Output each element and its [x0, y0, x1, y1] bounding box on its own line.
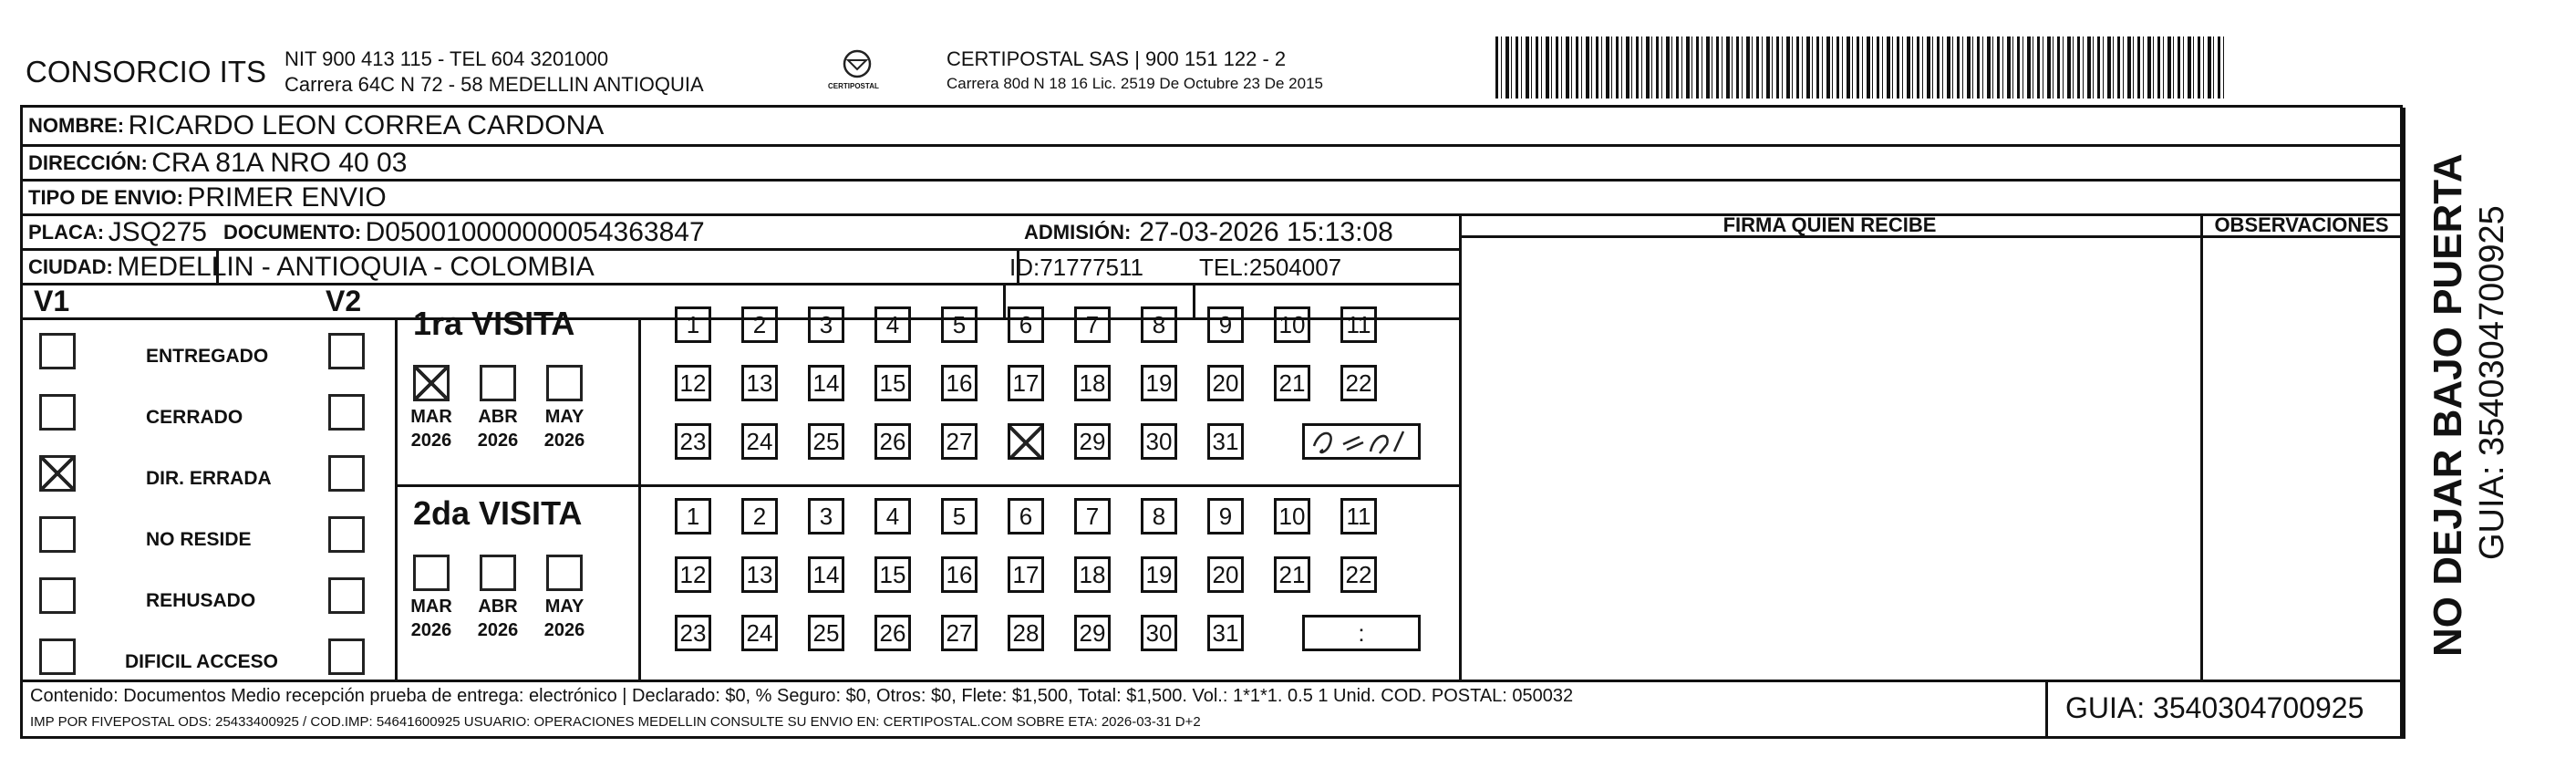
calendar-day[interactable]: 3	[808, 498, 844, 534]
calendar-day[interactable]: 12	[675, 365, 711, 401]
calendar-day[interactable]: 26	[874, 615, 911, 651]
calendar-day[interactable]: 31	[1207, 423, 1244, 460]
placa-row	[28, 215, 207, 250]
v2-checkbox[interactable]	[328, 394, 365, 431]
month-checkbox[interactable]	[546, 365, 583, 401]
second-visit-title: 2da VISITA	[413, 494, 583, 532]
month-label: MAY 2026	[543, 407, 585, 451]
month-label: MAY 2026	[543, 597, 585, 640]
calendar-day[interactable]: 31	[1207, 615, 1244, 651]
month-label: MAR 2026	[410, 407, 452, 451]
calendar-day[interactable]: 18	[1074, 556, 1111, 593]
delivery-form	[20, 105, 2403, 739]
calendar-day[interactable]: 19	[1141, 365, 1177, 401]
calendar-day[interactable]: 8	[1141, 498, 1177, 534]
calendar-day[interactable]: 25	[808, 423, 844, 460]
barcode	[1495, 36, 2225, 99]
month-checkbox[interactable]	[413, 555, 450, 591]
tel-value: TEL:2504007	[1199, 253, 1342, 281]
company-name: CONSORCIO ITS	[26, 55, 267, 88]
calendar-day[interactable]: 16	[941, 365, 978, 401]
obs-header	[2200, 213, 2403, 237]
calendar-day[interactable]: 1	[675, 306, 711, 343]
calendar-day[interactable]: 24	[741, 615, 778, 651]
calendar-day[interactable]: 20	[1207, 365, 1244, 401]
calendar-day[interactable]: 14	[808, 556, 844, 593]
calendar-day[interactable]: 8	[1141, 306, 1177, 343]
month-label: ABR 2026	[477, 407, 519, 451]
side-warning: NO DEJAR BAJO PUERTA	[2426, 153, 2470, 657]
calendar-day[interactable]: 23	[675, 615, 711, 651]
nombre-row	[28, 108, 604, 144]
documento-row	[223, 215, 705, 250]
firma-label: FIRMA QUIEN RECIBE	[1723, 213, 1937, 236]
v1-checkbox[interactable]	[39, 455, 76, 492]
nombre-value: RICARDO LEON CORREA CARDONA	[128, 110, 605, 140]
handwritten-time-icon	[1307, 426, 1416, 457]
documento-value: D050010000000054363847	[365, 217, 705, 247]
direccion-label: DIRECCIÓN:	[28, 151, 148, 174]
calendar-day[interactable]: 6	[1008, 306, 1044, 343]
documento-label: DOCUMENTO:	[223, 221, 362, 244]
v2-checkbox[interactable]	[328, 455, 365, 492]
certipostal-logo	[821, 44, 894, 99]
calendar-day[interactable]	[1008, 423, 1044, 460]
calendar-day[interactable]: 1	[675, 498, 711, 534]
footer-guia: GUIA: 3540304700925	[2065, 691, 2364, 724]
status-option-label: NO RESIDE	[146, 529, 252, 550]
first-visit-title: 1ra VISITA	[413, 305, 575, 342]
calendar-day[interactable]: 6	[1008, 498, 1044, 534]
nombre-label: NOMBRE:	[28, 114, 125, 137]
certipostal-logo-icon	[821, 44, 894, 99]
status-option-label: ENTREGADO	[146, 346, 269, 367]
id-value: ID:71777511	[1009, 253, 1143, 281]
calendar-day[interactable]: 27	[941, 423, 978, 460]
calendar-day[interactable]: 5	[941, 306, 978, 343]
ciudad-label: CIUDAD:	[28, 255, 113, 278]
footer-content-line: Contenido: Documentos Medio recepción prueba de entrega: electrónico | Declarado: $0, % Seguro: $0, Otros: $0, Flete: $1,500, Total: $1,500. Vol.: 1*1*1. 0.5 1 Unid. COD. POSTAL: 050032	[30, 686, 1574, 706]
calendar-day[interactable]: 21	[1274, 365, 1310, 401]
side-guia: GUIA: 3540304700925	[2473, 205, 2511, 560]
calendar-day[interactable]: 23	[675, 423, 711, 460]
calendar-day[interactable]: 17	[1008, 365, 1044, 401]
tipo-row	[28, 181, 387, 215]
ciudad-row	[28, 250, 595, 285]
status-option-label: CERRADO	[146, 407, 243, 428]
tipo-value: PRIMER ENVIO	[187, 182, 387, 213]
v2-label: V2	[326, 285, 362, 317]
month-label: ABR 2026	[477, 597, 519, 640]
calendar-day[interactable]: 22	[1340, 556, 1377, 593]
calendar-day[interactable]: 30	[1141, 423, 1177, 460]
v1-checkbox[interactable]	[39, 638, 76, 675]
v2-checkbox[interactable]	[328, 577, 365, 614]
calendar-day[interactable]: 26	[874, 423, 911, 460]
tel-row	[1199, 250, 1341, 285]
tipo-label: TIPO DE ENVIO:	[28, 186, 183, 209]
v1-checkbox[interactable]	[39, 577, 76, 614]
month-label: MAR 2026	[410, 597, 452, 640]
status-option-label: REHUSADO	[146, 590, 256, 611]
footer-print-line: IMP POR FIVEPOSTAL ODS: 25433400925 / COD.IMP: 54641600925 USUARIO: OPERACIONES MEDELLIN CONSULTE SU ENVIO EN: CERTIPOSTAL.COM SOBRE ETA: 2026-03-31 D+2	[30, 714, 1201, 730]
admision-label: ADMISIÓN:	[1024, 221, 1132, 244]
month-checkbox[interactable]	[480, 555, 516, 591]
calendar-day[interactable]: 19	[1141, 556, 1177, 593]
calendar-day[interactable]: 3	[808, 306, 844, 343]
calendar-day[interactable]: 9	[1207, 498, 1244, 534]
direccion-value: CRA 81A NRO 40 03	[151, 148, 408, 178]
v2-checkbox[interactable]	[328, 333, 365, 369]
calendar-day[interactable]: 17	[1008, 556, 1044, 593]
calendar-day[interactable]: 21	[1274, 556, 1310, 593]
calendar-day[interactable]: 2	[741, 498, 778, 534]
calendar-day[interactable]: 22	[1340, 365, 1377, 401]
calendar-day[interactable]: 7	[1074, 306, 1111, 343]
calendar-day[interactable]: 7	[1074, 498, 1111, 534]
calendar-day[interactable]: 29	[1074, 615, 1111, 651]
id-row	[1009, 250, 1143, 285]
v2-checkbox[interactable]	[328, 516, 365, 553]
calendar-day[interactable]: 11	[1340, 306, 1377, 343]
calendar-day[interactable]: 30	[1141, 615, 1177, 651]
time-box[interactable]: :	[1302, 615, 1421, 651]
month-checkbox[interactable]	[413, 365, 450, 401]
month-checkbox[interactable]	[546, 555, 583, 591]
calendar-day[interactable]: 11	[1340, 498, 1377, 534]
v1-label: V1	[34, 285, 70, 317]
calendar-day[interactable]: 24	[741, 423, 778, 460]
calendar-day[interactable]: 15	[874, 556, 911, 593]
calendar-day[interactable]: 4	[874, 306, 911, 343]
calendar-day[interactable]: 20	[1207, 556, 1244, 593]
direccion-row	[28, 146, 407, 181]
calendar-day[interactable]: 4	[874, 498, 911, 534]
company-address: Carrera 64C N 72 - 58 MEDELLIN ANTIOQUIA	[284, 73, 704, 96]
placa-value: JSQ275	[108, 217, 207, 247]
calendar-day[interactable]: 12	[675, 556, 711, 593]
status-option-label: DIR. ERRADA	[146, 468, 272, 489]
v2-checkbox[interactable]	[328, 638, 365, 675]
ciudad-value: MEDELLIN - ANTIOQUIA - COLOMBIA	[117, 252, 595, 282]
month-checkbox[interactable]	[480, 365, 516, 401]
calendar-day[interactable]: 18	[1074, 365, 1111, 401]
status-option-label: DIFICIL ACCESO	[125, 651, 279, 672]
calendar-day[interactable]: 14	[808, 365, 844, 401]
calendar-day[interactable]: 28	[1008, 615, 1044, 651]
obs-label: OBSERVACIONES	[2214, 213, 2389, 236]
time-box-handwritten[interactable]	[1302, 423, 1421, 460]
calendar-day[interactable]: 27	[941, 615, 978, 651]
certipostal-line1: CERTIPOSTAL SAS | 900 151 122 - 2	[947, 47, 1287, 70]
v1-checkbox[interactable]	[39, 516, 76, 553]
calendar-day[interactable]: 10	[1274, 306, 1310, 343]
placa-label: PLACA:	[28, 221, 105, 244]
calendar-day[interactable]: 15	[874, 365, 911, 401]
firma-header	[1459, 213, 2200, 237]
calendar-day[interactable]: 13	[741, 365, 778, 401]
v1-checkbox[interactable]	[39, 394, 76, 431]
company-nit: NIT 900 413 115 - TEL 604 3201000	[284, 47, 609, 70]
calendar-day[interactable]: 2	[741, 306, 778, 343]
header	[0, 0, 2576, 105]
logo-text: CERTIPOSTAL	[828, 82, 879, 90]
calendar-day[interactable]: 16	[941, 556, 978, 593]
v1-checkbox[interactable]	[39, 333, 76, 369]
calendar-day[interactable]: 25	[808, 615, 844, 651]
admision-row	[1024, 215, 1393, 250]
calendar-day[interactable]: 5	[941, 498, 978, 534]
calendar-day[interactable]: 29	[1074, 423, 1111, 460]
calendar-day[interactable]: 9	[1207, 306, 1244, 343]
certipostal-line2: Carrera 80d N 18 16 Lic. 2519 De Octubre 23 De 2015	[947, 75, 1323, 92]
calendar-day[interactable]: 10	[1274, 498, 1310, 534]
calendar-day[interactable]: 13	[741, 556, 778, 593]
admision-value: 27-03-2026 15:13:08	[1139, 217, 1393, 247]
